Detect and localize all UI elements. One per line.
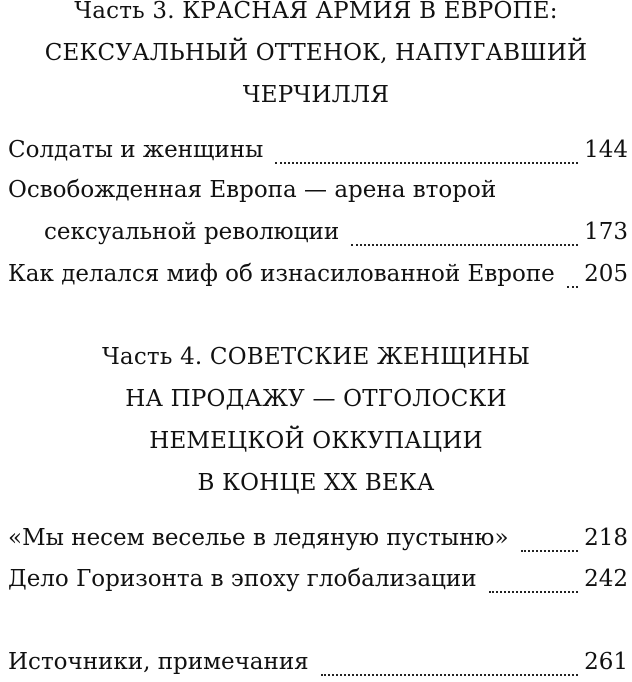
part3-heading: [0, 0, 632, 116]
toc-entry-title: Дело Горизонта в эпоху глобализации: [8, 566, 477, 592]
part4-heading: [0, 336, 632, 504]
toc-entry-title: Как делался миф об изнасилованной Европе: [8, 261, 555, 287]
dot-leader: [489, 591, 579, 593]
dot-leader: [567, 286, 578, 288]
toc-entry-title: «Мы несем веселье в ледяную пустыню»: [8, 525, 509, 551]
toc-entry-title: Солдаты и женщины: [8, 137, 264, 163]
dot-leader: [321, 674, 578, 676]
part4-heading-line: Часть 4. СОВЕТСКИЕ ЖЕНЩИНЫ: [101, 344, 531, 370]
toc-entry-title: Источники, примечания: [8, 649, 309, 675]
toc-entry-title-line1[interactable]: Освобожденная Европа — арена второй: [8, 177, 497, 203]
toc-entry[interactable]: [8, 254, 628, 294]
toc-entry-page: 205: [584, 261, 628, 287]
dot-leader: [521, 550, 579, 552]
toc-entry-title-line2: сексуальной революции: [44, 219, 340, 245]
part3-heading-line: Часть 3. КРАСНАЯ АРМИЯ В ЕВРОПЕ:: [74, 0, 558, 24]
toc-entry-page: 218: [584, 525, 628, 551]
toc-entry-page: 261: [584, 649, 628, 675]
dot-leader: [275, 162, 578, 164]
toc-entry-sources[interactable]: [8, 642, 628, 682]
part4-heading-line: НА ПРОДАЖУ — ОТГОЛОСКИ: [125, 386, 507, 412]
toc-entry-page: 242: [584, 566, 628, 592]
dot-leader: [351, 244, 578, 246]
part3-heading-line: ЧЕРЧИЛЛЯ: [242, 82, 390, 108]
toc-entry[interactable]: [44, 212, 628, 252]
toc-entry-page: 144: [584, 137, 628, 163]
part4-heading-line: НЕМЕЦКОЙ ОККУПАЦИИ: [149, 428, 483, 454]
toc-entry[interactable]: [8, 130, 628, 170]
toc-entry[interactable]: [8, 559, 628, 599]
toc-entry[interactable]: [8, 518, 628, 558]
part3-heading-line: СЕКСУАЛЬНЫЙ ОТТЕНОК, НАПУГАВШИЙ: [44, 40, 588, 66]
part4-heading-line: В КОНЦЕ XX ВЕКА: [197, 470, 435, 496]
toc-entry-page: 173: [584, 219, 628, 245]
